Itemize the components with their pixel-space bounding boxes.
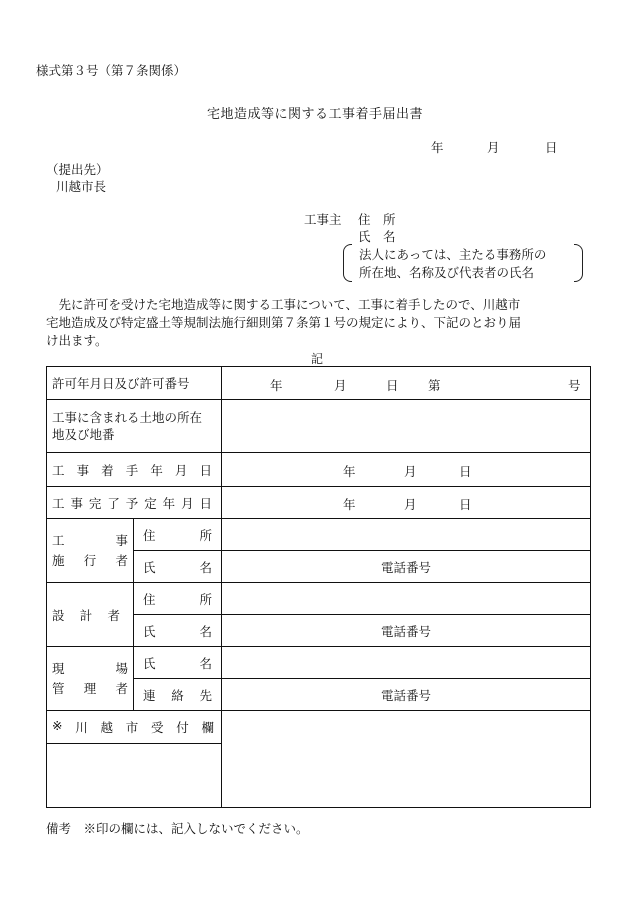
contractor-label-line2: 施 行 者 [52,552,128,568]
start-year: 年 [343,463,356,479]
date-month: 月 [487,140,500,155]
body-line3: け出ます。 [46,333,108,348]
reception-field [222,711,591,808]
footnote: 備考 ※印の欄には、記入しないでください。 [46,821,309,836]
body-line2: 宅地造成及び特定盛土等規制法施行細則第７条第１号の規定により、下記のとおり届 [46,315,522,330]
manager-label [47,647,134,711]
designer-address-row [47,583,591,615]
document-title: 宅地造成等に関する工事着手届出書 [206,107,423,122]
contractor-name-label: 氏 名 [134,551,222,583]
designer-name-label: 氏 名 [134,615,222,647]
permit-dai: 第 [428,377,441,393]
contractor-name-field[interactable] [222,551,591,583]
contractor-address-row [47,519,591,551]
finish-label [47,487,222,519]
permit-month: 月 [334,377,347,393]
manager-contact-field[interactable] [222,679,591,711]
applicant-role: 工事主 [304,212,342,227]
contractor-address-field[interactable] [222,519,591,551]
finish-day: 日 [459,496,472,512]
notification-table [46,366,591,808]
start-label-text: 工 事 着 手 年 月 日 [52,462,212,478]
corp-note-line1: 法人にあっては、主たる事務所の [359,247,547,262]
manager-contact-label: 連 絡 先 [134,679,222,711]
reception-space [47,744,222,808]
permit-value-field[interactable] [222,367,591,400]
ki-label: 記 [311,352,324,366]
permit-go: 号 [568,377,581,393]
designer-phone-label: 電話番号 [381,623,432,639]
right-bracket [574,244,583,282]
permit-label: 許可年月日及び許可番号 [47,367,222,400]
date-year: 年 [431,140,444,155]
start-value-field[interactable] [222,453,591,487]
reception-label: ※ 川 越 市 受 付 欄 [47,711,222,744]
land-label-line2: 地及び地番 [52,427,115,442]
applicant-name-label: 氏 名 [358,229,396,244]
manager-label-line1: 現 場 [52,660,128,676]
manager-label-line2: 管 理 者 [52,680,128,696]
corporation-note [343,244,583,280]
designer-name-field[interactable] [222,615,591,647]
addressee-name: 川越市長 [56,179,107,194]
contractor-address-label: 住 所 [134,519,222,551]
body-line1: 先に許可を受けた宅地造成等に関する工事について、工事に着手したので、川越市 [46,297,521,312]
finish-row [47,487,591,519]
start-month: 月 [404,463,417,479]
applicant-address-label: 住 所 [358,212,396,227]
contractor-phone-label: 電話番号 [381,559,432,575]
addressee-label: （提出先） [46,162,109,177]
designer-address-label: 住 所 [134,583,222,615]
land-row [47,400,591,453]
finish-value-field[interactable] [222,487,591,519]
finish-year: 年 [343,496,356,512]
land-label-line1: 工事に含まれる土地の所在 [52,410,203,425]
start-day: 日 [459,463,472,479]
corp-note-line2: 所在地、名称及び代表者の氏名 [359,265,535,280]
finish-label-text: 工 事 完 了 予 定 年 月 日 [52,495,213,511]
manager-name-row [47,647,591,679]
date-day: 日 [545,140,558,155]
permit-row [47,367,591,400]
land-value-field[interactable] [222,400,591,453]
permit-day: 日 [386,377,399,393]
designer-address-field[interactable] [222,583,591,615]
start-row [47,453,591,487]
designer-label: 設 計 者 [47,583,134,647]
start-label [47,453,222,487]
contractor-label [47,519,134,583]
manager-name-field[interactable] [222,647,591,679]
form-number: 様式第３号（第７条関係） [36,63,187,78]
left-bracket [343,244,352,282]
notification-text [46,296,596,350]
manager-phone-label: 電話番号 [381,687,432,703]
permit-year: 年 [270,377,283,393]
reception-row [47,711,591,744]
manager-name-label: 氏 名 [134,647,222,679]
land-label [47,400,222,453]
finish-month: 月 [404,496,417,512]
contractor-label-line1: 工 事 [52,532,128,548]
